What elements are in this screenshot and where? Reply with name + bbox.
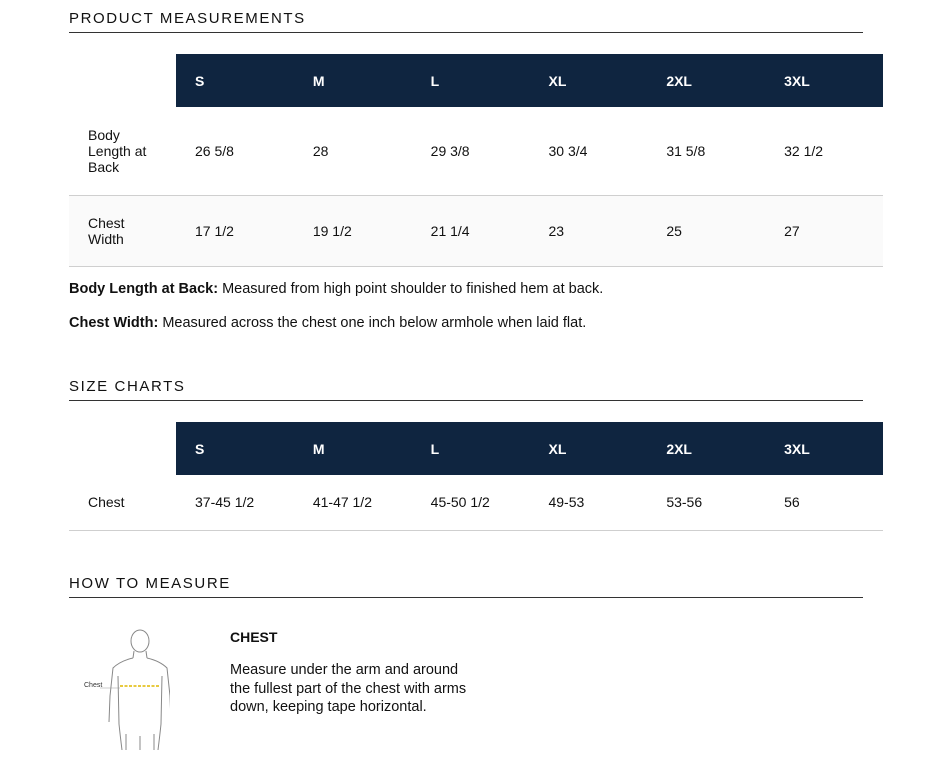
size-header-m: M [294, 54, 412, 107]
size-header-s: S [176, 422, 294, 475]
how-to-measure-title: HOW TO MEASURE [69, 575, 863, 598]
size-header-2xl: 2XL [647, 54, 765, 107]
table-row [69, 475, 883, 530]
table-cell: 37-45 1/2 [176, 475, 294, 530]
note-text: Measured across the chest one inch below armhole when laid flat. [162, 315, 587, 331]
table-row [69, 107, 883, 195]
table-row [69, 195, 883, 266]
table-cell: 32 1/2 [765, 107, 883, 195]
note-term: Chest Width: [69, 315, 159, 331]
table-cell: 25 [647, 195, 765, 266]
size-header-l: L [412, 422, 530, 475]
size-header-3xl: 3XL [765, 422, 883, 475]
table-cell: 23 [529, 195, 647, 266]
header-corner [69, 422, 176, 475]
table-cell: 28 [294, 107, 412, 195]
product-measurements-title: PRODUCT MEASUREMENTS [69, 10, 863, 33]
measure-heading: CHEST [230, 629, 278, 645]
table-cell: 31 5/8 [647, 107, 765, 195]
table-cell: 56 [765, 475, 883, 530]
size-charts-table [69, 422, 883, 531]
size-header-xl: XL [529, 54, 647, 107]
table-cell: 26 5/8 [176, 107, 294, 195]
header-corner [69, 54, 176, 107]
note-body-length [69, 281, 603, 297]
measure-instructions: Measure under the arm and around the fullest part of the chest with arms down, keeping tape horizontal. [230, 662, 467, 715]
note-text: Measured from high point shoulder to finished hem at back. [222, 281, 604, 297]
row-label-chest: Chest [69, 475, 176, 530]
size-header-2xl: 2XL [647, 422, 765, 475]
table-cell: 49-53 [529, 475, 647, 530]
table-cell: 27 [765, 195, 883, 266]
figure-chest-label: Chest [84, 682, 103, 689]
table-cell: 53-56 [647, 475, 765, 530]
size-header-xl: XL [529, 422, 647, 475]
table-cell: 19 1/2 [294, 195, 412, 266]
table-header-row [69, 54, 883, 107]
row-label-chest-width: Chest Width [69, 195, 176, 266]
table-cell: 21 1/4 [412, 195, 530, 266]
table-header-row [69, 422, 883, 475]
body-figure-illustration [80, 624, 170, 754]
table-cell: 30 3/4 [529, 107, 647, 195]
note-chest-width [69, 315, 586, 331]
table-cell: 29 3/8 [412, 107, 530, 195]
row-label-body-length: Body Length at Back [69, 107, 176, 195]
table-cell: 17 1/2 [176, 195, 294, 266]
size-header-m: M [294, 422, 412, 475]
table-cell: 41-47 1/2 [294, 475, 412, 530]
size-header-l: L [412, 54, 530, 107]
note-term: Body Length at Back: [69, 281, 219, 297]
size-header-3xl: 3XL [765, 54, 883, 107]
size-charts-title: SIZE CHARTS [69, 378, 863, 401]
table-cell: 45-50 1/2 [412, 475, 530, 530]
size-header-s: S [176, 54, 294, 107]
product-measurements-table [69, 54, 883, 267]
